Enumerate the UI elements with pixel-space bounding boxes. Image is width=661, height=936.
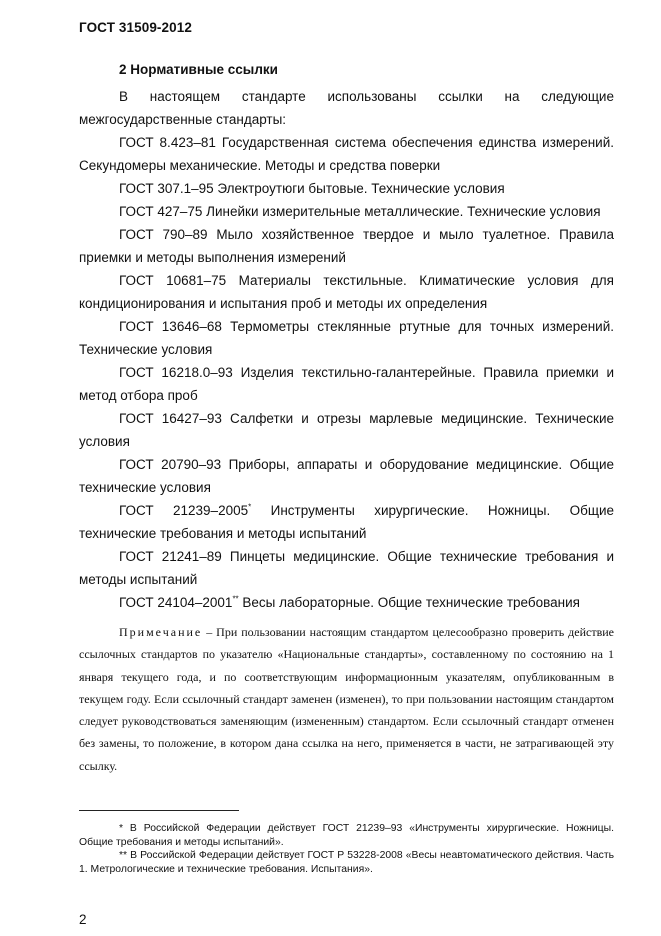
reference-item: ГОСТ 790–89 Мыло хозяйственное твердое и мыло туалетное. Правила приемки и методы выполнения измерений <box>79 227 614 265</box>
reference-item: ГОСТ 16427–93 Салфетки и отрезы марлевые медицинские. Технические условия <box>79 411 614 449</box>
note-paragraph <box>79 621 614 777</box>
document-code: ГОСТ 31509-2012 <box>79 20 192 35</box>
references-intro: В настоящем стандарте использованы ссылки на следующие межгосударственные стандарты: <box>79 89 614 127</box>
footnote-item: ** В Российской Федерации действует ГОСТ Р 53228-2008 «Весы неавтоматического действия. Часть 1. Метрологические и технические требования. Испытания». <box>79 850 614 875</box>
note-text: – При пользовании настоящим стандартом целесообразно проверить действие ссылочных стандартов по указателю «Национальные стандарты», составленному по состоянию на 1 января текущего года, и по соответствующим информационным указателям, опубликованным в текущем году. Если ссылочный стандарт заменен (изменен), то при пользовании настоящим стандартом следует руководствоваться заменяющим (измененным) стандартом. Если ссылочный стандарт отменен без замены, то положение, в котором дана ссылка на него, применяется в части, не затрагивающей эту ссылку. <box>79 625 614 773</box>
footnotes <box>79 822 614 876</box>
footnote-mark: * <box>248 502 252 512</box>
reference-code: ГОСТ 24104–2001 <box>119 595 233 610</box>
reference-code: ГОСТ 21239–2005 <box>119 503 249 518</box>
reference-title: Инструменты хирургические. Ножницы. Общие технические требования и методы испытаний <box>79 503 615 541</box>
reference-item: ГОСТ 8.423–81 Государственная система обеспечения единства измерений. Секундомеры механические. Методы и средства поверки <box>79 135 614 173</box>
note-label: Примечание <box>119 625 203 639</box>
reference-item <box>79 591 614 614</box>
references-list <box>79 85 614 614</box>
footnote-mark: ** <box>232 594 239 604</box>
reference-item: ГОСТ 307.1–95 Электроутюги бытовые. Технические условия <box>119 181 505 196</box>
reference-title: Весы лабораторные. Общие технические требования <box>238 595 580 610</box>
footnote-divider <box>79 810 239 811</box>
reference-item <box>79 499 614 545</box>
page-number: 2 <box>79 912 87 927</box>
reference-item: ГОСТ 13646–68 Термометры стеклянные ртутные для точных измерений. Технические условия <box>79 319 614 357</box>
footnote-item: * В Российской Федерации действует ГОСТ 21239–93 «Инструменты хирургические. Ножницы. Общие требования и методы испытаний». <box>79 823 614 848</box>
section-heading: 2 Нормативные ссылки <box>119 62 278 77</box>
reference-item: ГОСТ 20790–93 Приборы, аппараты и оборудование медицинские. Общие технические условия <box>79 457 614 495</box>
reference-item: ГОСТ 427–75 Линейки измерительные металлические. Технические условия <box>119 204 601 219</box>
reference-item: ГОСТ 10681–75 Материалы текстильные. Климатические условия для кондиционирования и испытания проб и методы их определения <box>79 273 614 311</box>
reference-item: ГОСТ 21241–89 Пинцеты медицинские. Общие технические требования и методы испытаний <box>79 549 614 587</box>
reference-item: ГОСТ 16218.0–93 Изделия текстильно-галантерейные. Правила приемки и метод отбора проб <box>79 365 614 403</box>
